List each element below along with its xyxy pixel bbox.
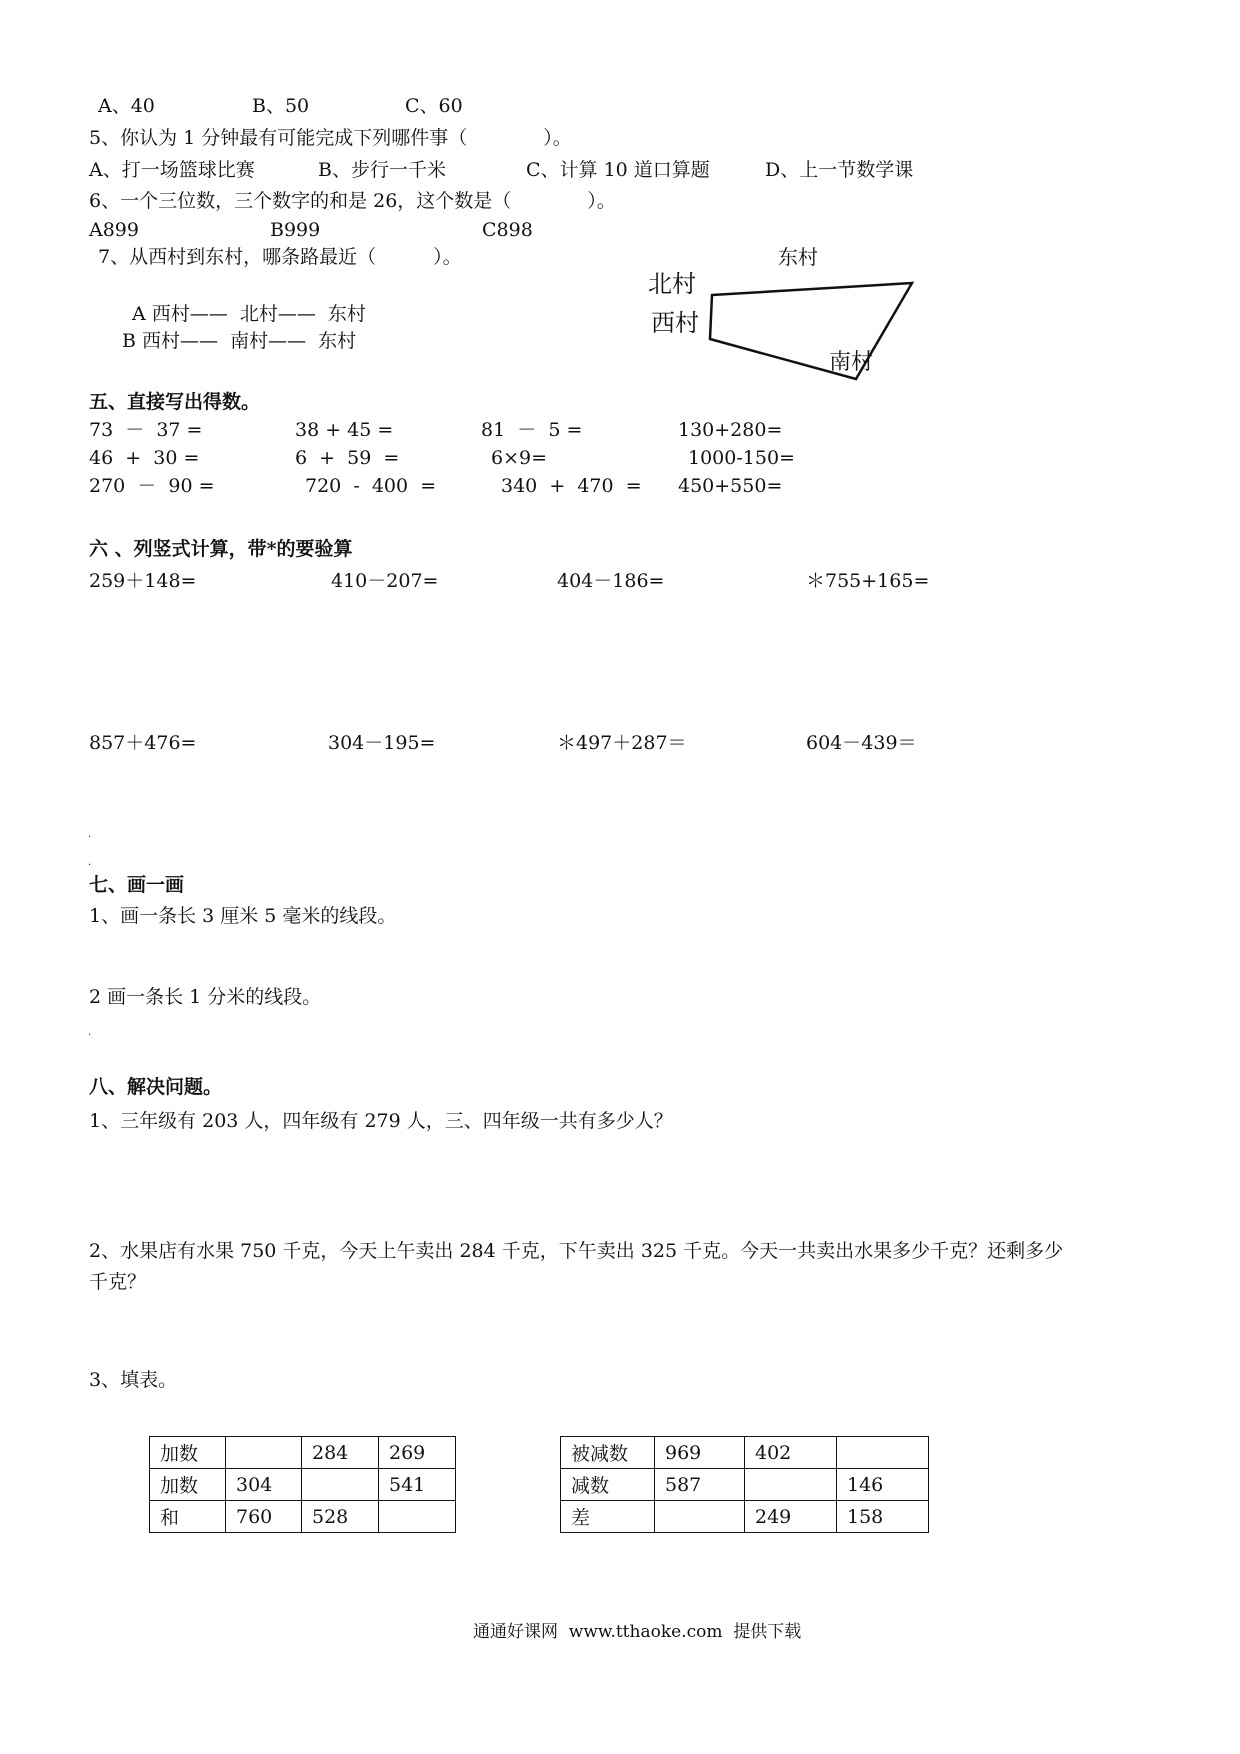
q4-option-b: B、50	[252, 95, 310, 117]
s5-r1-c1: 73 － 37 =	[89, 419, 203, 441]
s8-q2-line2: 千克？	[89, 1271, 147, 1293]
table-cell: 402	[745, 1437, 837, 1469]
q5-text: 5、你认为 1 分钟最有可能完成下列哪件事（ ）。	[89, 127, 572, 149]
s5-r3-c2: 720 - 400 =	[305, 475, 437, 497]
table-cell	[837, 1437, 929, 1469]
s6-r1-c3: 404－186=	[557, 570, 665, 592]
s5-r1-c2: 38 + 45 =	[295, 419, 394, 441]
table-cell: 加数	[150, 1437, 226, 1469]
s6-r1-c4: ＊755+165=	[806, 570, 930, 592]
map-label-east: 东村	[778, 245, 818, 269]
table-cell	[302, 1469, 379, 1501]
table-cell: 760	[226, 1501, 302, 1533]
q7-option-b: B 西村—— 南村—— 东村	[122, 330, 357, 352]
s5-r1-c3: 81 － 5 =	[481, 419, 583, 441]
table-cell	[226, 1437, 302, 1469]
table-row	[561, 1501, 929, 1533]
q5-option-d: D、上一节数学课	[765, 159, 914, 181]
table-row	[150, 1501, 456, 1533]
s7-item-1: 1、画一条长 3 厘米 5 毫米的线段。	[89, 905, 397, 927]
s8-q1: 1、三年级有 203 人，四年级有 279 人，三、四年级一共有多少人？	[89, 1110, 673, 1132]
subtraction-table	[560, 1436, 929, 1533]
table-cell: 587	[655, 1469, 745, 1501]
table-cell: 541	[379, 1469, 456, 1501]
route-quadrilateral	[710, 283, 912, 379]
footer-text: 通通好课网 www.tthaoke.com 提供下载	[473, 1622, 802, 1642]
table-cell: 差	[561, 1501, 655, 1533]
table-row	[150, 1437, 456, 1469]
table-cell	[745, 1469, 837, 1501]
s6-r2-c2: 304－195=	[328, 732, 436, 754]
s5-r2-c2: 6 + 59 =	[295, 447, 400, 469]
table-cell: 249	[745, 1501, 837, 1533]
section8-title: 八、解决问题。	[89, 1076, 223, 1098]
table-cell: 158	[837, 1501, 929, 1533]
s7-item-2: 2 画一条长 1 分米的线段。	[89, 986, 322, 1008]
table-cell: 528	[302, 1501, 379, 1533]
s5-r2-c3: 6×9=	[491, 447, 548, 469]
map-label-north: 北村	[648, 270, 696, 298]
s8-q2-line1: 2、水果店有水果 750 千克，今天上午卖出 284 千克，下午卖出 325 千克。今天一共卖出水果多少千克？还剩多少	[89, 1240, 1064, 1262]
table-cell: 284	[302, 1437, 379, 1469]
section6-title: 六 、列竖式计算，带*的要验算	[89, 538, 353, 560]
stray-dot: .	[88, 857, 92, 868]
s6-r2-c1: 857＋476=	[89, 732, 197, 754]
s6-r2-c4: 604－439＝	[806, 732, 917, 754]
s5-r3-c3: 340 + 470 =	[501, 475, 642, 497]
s5-r3-c4: 450+550=	[678, 475, 783, 497]
q5-option-b: B、步行一千米	[318, 159, 446, 181]
q6-text: 6、一个三位数，三个数字的和是 26，这个数是（ ）。	[89, 190, 616, 212]
table-cell: 146	[837, 1469, 929, 1501]
s5-r1-c4: 130+280=	[678, 419, 783, 441]
addition-table	[149, 1436, 456, 1533]
table-cell: 969	[655, 1437, 745, 1469]
map-label-south: 南村	[829, 350, 874, 375]
section5-title: 五、直接写出得数。	[89, 391, 261, 413]
table-row	[561, 1437, 929, 1469]
q7-option-a: A 西村—— 北村—— 东村	[132, 303, 366, 325]
table-cell: 被减数	[561, 1437, 655, 1469]
table-cell: 加数	[150, 1469, 226, 1501]
s6-r1-c1: 259＋148=	[89, 570, 197, 592]
village-map	[0, 0, 1240, 400]
table-cell: 和	[150, 1501, 226, 1533]
stray-dot: .	[88, 829, 92, 840]
q7-text: 7、从西村到东村，哪条路最近（ ）。	[98, 246, 462, 268]
s6-r2-c3: ＊497＋287＝	[557, 732, 687, 754]
q6-option-b: B999	[270, 219, 321, 241]
q4-option-c: C、60	[405, 95, 463, 117]
table-cell: 减数	[561, 1469, 655, 1501]
table-cell: 304	[226, 1469, 302, 1501]
s5-r3-c1: 270 － 90 =	[89, 475, 215, 497]
table-cell	[655, 1501, 745, 1533]
map-label-west: 西村	[651, 309, 699, 337]
section7-title: 七、画一画	[89, 874, 185, 896]
table-cell: 269	[379, 1437, 456, 1469]
s5-r2-c1: 46 + 30 =	[89, 447, 200, 469]
s6-r1-c2: 410－207=	[331, 570, 439, 592]
table-row	[561, 1469, 929, 1501]
s5-r2-c4: 1000-150=	[688, 447, 795, 469]
q6-option-a: A899	[89, 219, 139, 241]
table-cell	[379, 1501, 456, 1533]
q5-option-c: C、计算 10 道口算题	[526, 159, 710, 181]
q4-option-a: A、40	[98, 95, 155, 117]
stray-dot: .	[88, 1027, 92, 1038]
table-row	[150, 1469, 456, 1501]
q5-option-a: A、打一场篮球比赛	[89, 159, 255, 181]
q6-option-c: C898	[482, 219, 533, 241]
s8-q3: 3、填表。	[89, 1369, 178, 1391]
